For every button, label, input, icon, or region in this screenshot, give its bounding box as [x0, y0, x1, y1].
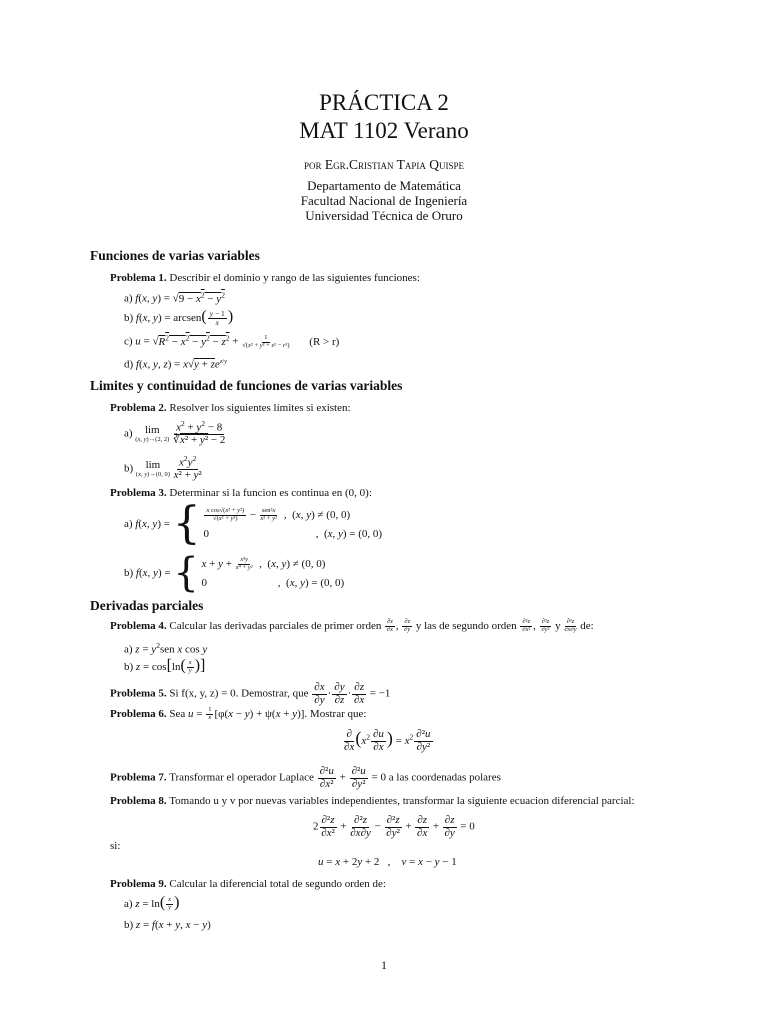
problem-label: Problema 1. — [110, 272, 167, 284]
problem-text-mid: y las de segundo orden — [415, 619, 517, 632]
page-subtitle: MAT 1102 Verano — [299, 118, 469, 143]
item-9b: b) z = f(x + y, x − y) — [124, 919, 211, 931]
problem-label: Problema 3. — [110, 487, 167, 499]
problem-label: Problema 2. — [110, 402, 167, 414]
item-label: a) — [124, 898, 133, 910]
problem-text: Determinar si la funcion es continua en (0, 0): — [169, 487, 372, 499]
section-heading-1: Funciones de varias variables — [90, 248, 260, 263]
item-label: d) — [124, 358, 134, 371]
dept-line-3: Universidad Técnica de Oruro — [305, 208, 463, 223]
dept-line-1: Departamento de Matemática — [307, 178, 461, 193]
item-9a: a) z = ln( $\frac{x}{y}$ ) — [124, 894, 180, 911]
problem-text: Sea — [169, 707, 186, 720]
item-4a: a) $z = y^2sen$ x cos y — [124, 641, 208, 656]
problem-3 — [110, 487, 372, 499]
item-1d: d) f(x, y, $z) = x√y + ze^{z/y}$ — [124, 358, 228, 371]
problem-label: Problema 6. — [110, 707, 167, 720]
problem-text-end: Mostrar que: — [309, 707, 367, 720]
problem-text-end: de: — [580, 619, 594, 632]
problem-label: Problema 7. — [110, 771, 167, 784]
item-1b: b) f(x, y) = arcsen( $\frac{y - 1}{x}$ ) — [124, 308, 234, 327]
problem-1 — [110, 272, 420, 284]
problem-label: Problema 5. — [110, 687, 167, 700]
equation-8: 2 $\frac{\text{∂²z}}{\text{∂x²}}$ + $\frac{\text{∂²z}}{\partial x\partial y}$ − $\frac{\text{∂²z}}{\text{∂y²}}$ + $\frac{\partial z}{\partial x}$ + $\frac{\partial z}{\partial y}$ = 0 — [313, 814, 475, 839]
item-label: b) — [124, 462, 134, 475]
problem-text: Resolver los siguientes límites si existen: — [169, 402, 351, 414]
problem-label: Problema 8. — [110, 795, 167, 807]
problem-text: Calcular la diferencial total de segundo orden de: — [169, 878, 386, 890]
problem-7: Problema 7. Transformar el operador Laplace $\frac{\text{∂²u}}{\text{∂x²}}$ + $\frac{\text{∂²u}}{\text{∂y²}}$ = 0 a las coordenadas polares — [110, 765, 501, 790]
problem-label: Problema 4. — [110, 619, 167, 632]
condition: (R > r) — [309, 335, 340, 348]
item-label: b) — [124, 312, 134, 324]
problem-2 — [110, 402, 351, 414]
item-label: a) — [124, 643, 133, 656]
item-4b: b) z = cos[ln( $\frac{x}{y}$ )] — [124, 657, 206, 674]
problem-5: Problema 5. Si f(x, y, z) = 0. Demostrar, que $\frac{\partial x}{\partial y}$ · $\frac{\partial y}{\partial z}$ · $\frac{\partial z}{\partial x}$ = −1 — [110, 681, 391, 706]
si-label: si: — [110, 840, 121, 852]
problem-6: Problema 6. Sea u = $\frac{1}{x}$ [φ(x − y) + ψ(x + y)]. Mostrar que: — [110, 706, 367, 721]
item-2a: a) lim (x, y)→(2, 2) $\frac{x^2 + y^2 - 8}{\text{∛x² + y² − 2}}$ — [124, 419, 226, 447]
page-number: 1 — [381, 958, 387, 972]
item-label: a) — [124, 427, 133, 440]
problem-8 — [110, 795, 635, 807]
equation-6: $\frac{\partial}{\partial x}$ ($x^2$ $\frac{\partial u}{\partial x}$ ) = $x^2$ $\frac{\text{∂²u}}{\text{∂y²}}$ — [344, 728, 431, 753]
item-3a: a) f(x, y) = { $\frac{\text{x cos√(x² + y²)}}{\text{√(x² + y²)}}$ − $\frac{\text{sen²x}}{\text{x² + y²}}$ , (x, y) ≠ (0, 0) 0 , (x, y) = (0, 0) — [124, 498, 383, 549]
problem-9 — [110, 878, 386, 890]
problem-text: Describir el dominio y rango de las siguientes funciones: — [169, 272, 420, 284]
equation-8-substitution: u = x + 2y + 2 , v = x − y − 1 — [318, 856, 457, 868]
item-label: b) — [124, 567, 134, 579]
problem-text-end: a las coordenadas polares — [388, 771, 501, 784]
item-label: c) — [124, 335, 133, 348]
problem-text: Tomando u y v por nuevas variables independientes, transformar la siguiente ecuacion diferencial parcial: — [169, 795, 635, 807]
item-label: b) — [124, 919, 134, 931]
problem-text: Transformar el operador Laplace — [169, 771, 314, 784]
author-line: por Egr.Cristian Tapia Quispe — [303, 157, 465, 172]
problem-text: Calcular las derivadas parciales de primer orden — [169, 619, 382, 632]
problem-label: Problema 9. — [110, 878, 167, 890]
problem-4: Problema 4. Calcular las derivadas parciales de primer orden $\frac{\partial z}{\partial x}$ , $\frac{\partial z}{\partial y}$ y las de segundo orden $\frac{\text{∂²z}}{\text{∂x²}}$ , $\frac{\text{∂²z}}{\text{∂y²}}$ y $\frac{\text{∂²z}}{\partial x\partial y}$ de: — [110, 618, 594, 633]
page-title: PRÁCTICA 2 — [319, 90, 449, 115]
dept-line-2: Facultad Nacional de Ingeniería — [300, 193, 468, 208]
section-heading-2: Limites y continuidad de funciones de varias variables — [90, 378, 403, 393]
section-heading-3: Derivadas parciales — [90, 598, 204, 613]
item-label: a) — [124, 518, 133, 530]
item-1c: c) $u = √R^2 - x^2 - y^2 - z^2$ + $\frac{1}{\text{√(x² + y² + z² − r²)}}$ (R > r) — [124, 333, 340, 349]
problem-text: Si f(x, y, z) = 0. Demostrar, que — [169, 687, 309, 700]
item-1a: a) f(x, $y) = √9 - x^2 - y^2$ — [124, 290, 225, 305]
item-label: b) — [124, 661, 134, 673]
item-3b: b) f(x, y) = { x + y + $\frac{\text{x³y}}{\text{x⁴ + y²}}$ , (x, y) ≠ (0, 0) 0 , (x, y) = (0, 0) — [124, 550, 345, 596]
item-2b: b) lim (x, y)→(0, 0) $\frac{x^2y^2}{\text{x² + y²}}$ — [124, 454, 202, 482]
item-label: a) — [124, 292, 133, 305]
